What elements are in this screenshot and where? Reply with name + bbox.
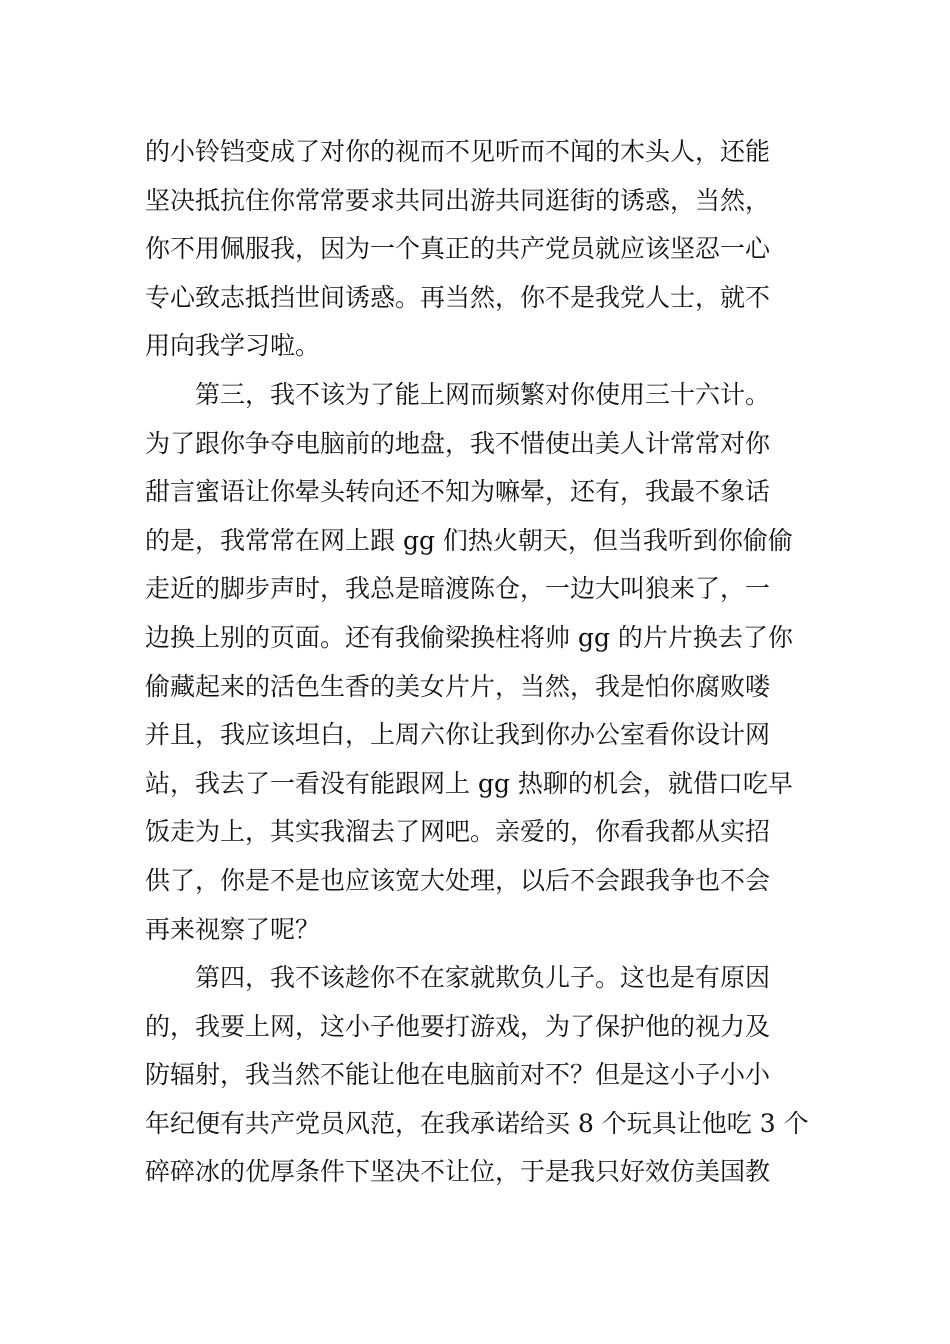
text-line: 你不用佩服我，因为一个真正的共产党员就应该坚忍一心 xyxy=(145,234,771,264)
text-line: 甜言蜜语让你晕头转向还不知为嘛晕，还有，我最不象话 xyxy=(145,477,771,507)
text-line: 饭走为上，其实我溜去了网吧。亲爱的，你看我都从实招 xyxy=(145,817,771,847)
text-line: 用向我学习啦。 xyxy=(145,331,321,361)
text-line: 再来视察了呢？ xyxy=(145,914,321,944)
text-line: 专心致志抵挡世间诱惑。再当然，你不是我党人士，就不 xyxy=(145,282,771,312)
text-line: 站，我去了一看没有能跟网上 gg 热聊的机会，就借口吃早 xyxy=(145,768,793,798)
text-line: 第三，我不该为了能上网而频繁对你使用三十六计。 xyxy=(145,379,771,409)
text-line: 坚决抵抗住你常常要求共同出游共同逛街的诱惑，当然， xyxy=(145,185,771,215)
text-line: 的是，我常常在网上跟 gg 们热火朝天，但当我听到你偷偷 xyxy=(145,525,793,555)
text-line: 防辐射，我当然不能让他在电脑前对不？但是这小子小小 xyxy=(145,1060,771,1090)
text-line: 边换上别的页面。还有我偷梁换柱将帅 gg 的片片换去了你 xyxy=(145,622,793,652)
text-line: 并且，我应该坦白，上周六你让我到你办公室看你设计网 xyxy=(145,720,771,750)
text-line: 偷藏起来的活色生香的美女片片，当然，我是怕你腐败喽 xyxy=(145,671,771,701)
text-line: 为了跟你争夺电脑前的地盘，我不惜使出美人计常常对你 xyxy=(145,428,771,458)
text-line: 碎碎冰的优厚条件下坚决不让位，于是我只好效仿美国教 xyxy=(145,1157,771,1187)
text-line: 的，我要上网，这小子他要打游戏，为了保护他的视力及 xyxy=(145,1011,771,1041)
text-line: 的小铃铛变成了对你的视而不见听而不闻的木头人，还能 xyxy=(145,137,771,166)
text-line: 第四，我不该趁你不在家就欺负儿子。这也是有原因 xyxy=(145,963,771,993)
text-line: 走近的脚步声时，我总是暗渡陈仓，一边大叫狼来了，一 xyxy=(145,574,771,604)
body-text xyxy=(145,128,809,1197)
text-line: 年纪便有共产党员风范，在我承诺给买 8 个玩具让他吃 3 个 xyxy=(145,1108,809,1138)
text-line: 供了，你是不是也应该宽大处理，以后不会跟我争也不会 xyxy=(145,865,771,895)
